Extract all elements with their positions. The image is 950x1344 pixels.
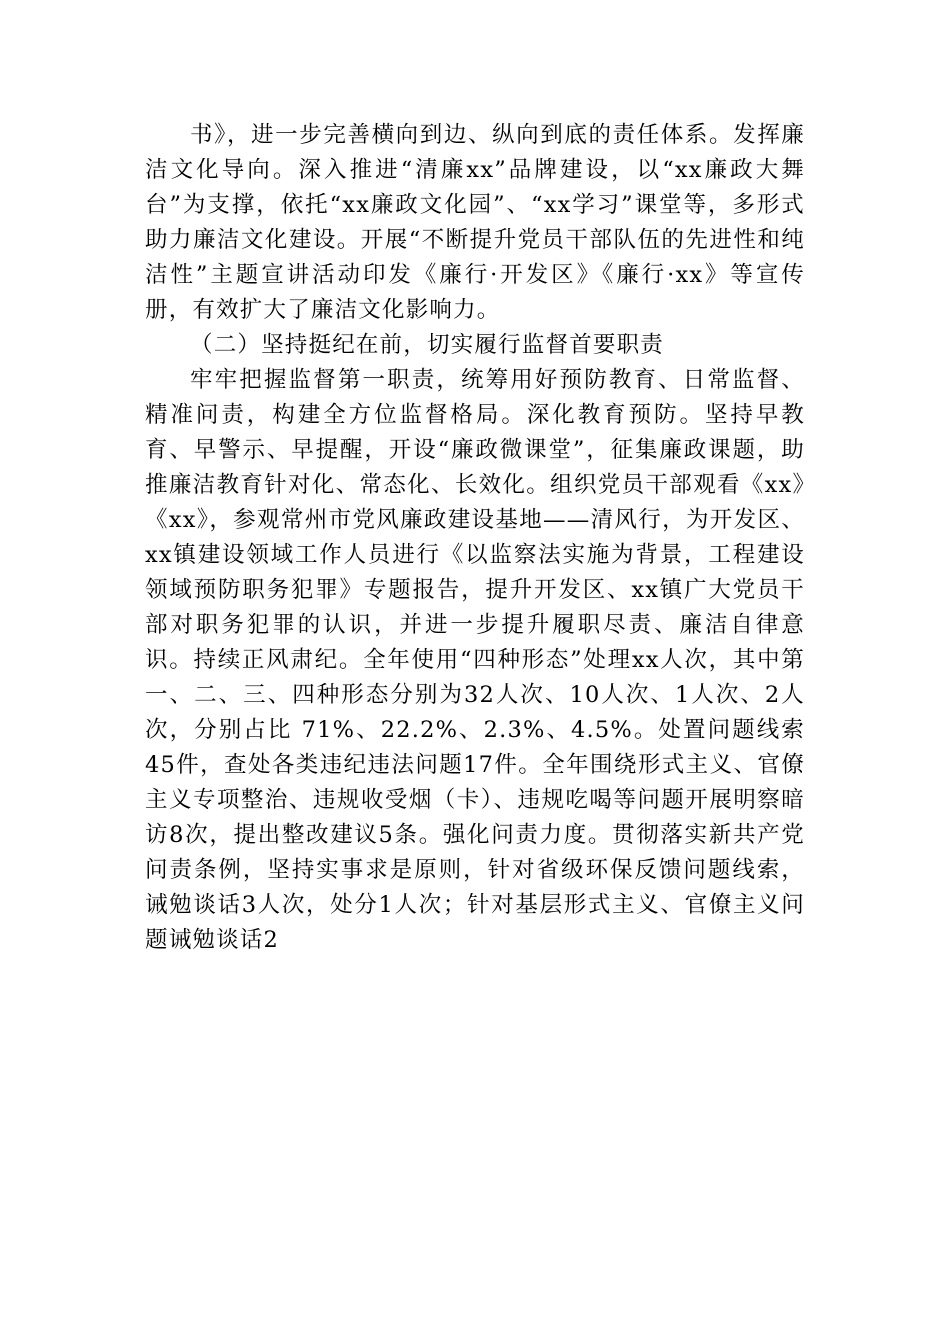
paragraph-culture: 书》，进一步完善横向到边、纵向到底的责任体系。发挥廉洁文化导向。深入推进“清廉xx”品牌建设，以“xx廉政大舞台”为支撑，依托“xx廉政文化园”、“xx学习”课堂等，多形式助力廉洁文化建设。开展“不断提升党员干部队伍的先进性和纯洁性”主题宣讲活动印发《廉行·开发区》《廉行·xx》等宣传册，有效扩大了廉洁文化影响力。 [145,122,805,323]
section-heading: （二）坚持挺纪在前，切实履行监督首要职责 [190,332,665,358]
document-body [145,118,805,958]
paragraph-supervision: 牢牢把握监督第一职责，统筹用好预防教育、日常监督、精准问责，构建全方位监督格局。深化教育预防。坚持早教育、早警示、早提醒，开设“廉政微课堂”，征集廉政课题，助推廉洁教育针对化、常态化、长效化。组织党员干部观看《xx》《xx》，参观常州市党风廉政建设基地——清风行，为开发区、xx镇建设领域工作人员进行《以监察法实施为背景，工程建设领域预防职务犯罪》专题报告，提升开发区、xx镇广大党员干部对职务犯罪的认识，并进一步提升履职尽责、廉洁自律意识。持续正风肃纪。全年使用“四种形态”处理xx人次，其中第一、二、三、四种形态分别为32人次、10人次、1人次、2人次，分别占比 71%、22.2%、2.3%、4.5%。处置问题线索 45件，查处各类违纪违法问题17件。全年围绕形式主义、官僚主义专项整治、违规收受烟（卡）、违规吃喝等问题开展明察暗访8次，提出整改建议5条。强化问责力度。贯彻落实新共产党问责条例，坚持实事求是原则，针对省级环保反馈问题线索，诫勉谈话3人次，处分1人次；针对基层形式主义、官僚主义问题诫勉谈话2 [145,367,805,953]
